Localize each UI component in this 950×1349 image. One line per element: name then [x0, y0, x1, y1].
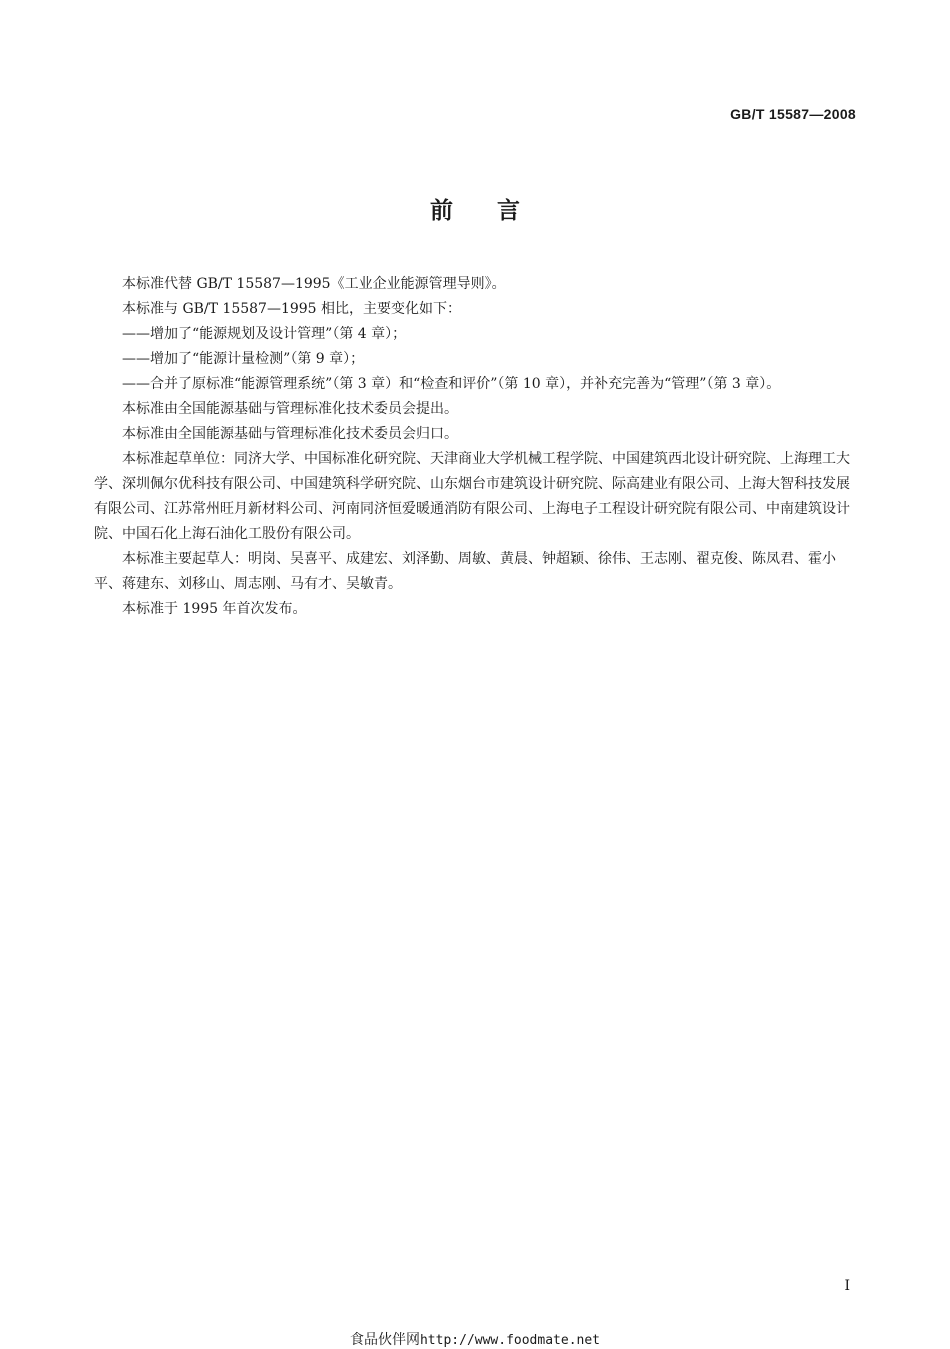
paragraph-proposed-by: 本标准由全国能源基础与管理标准化技术委员会提出。	[122, 401, 458, 417]
paragraph-first-published: 本标准于 1995 年首次发布。	[122, 601, 307, 617]
standard-number: GB/T 15587—2008	[730, 106, 856, 122]
paragraph-changes-intro: 本标准与 GB/T 15587—1995 相比，主要变化如下：	[122, 301, 462, 317]
paragraph-centralized-by: 本标准由全国能源基础与管理标准化技术委员会归口。	[122, 426, 458, 442]
page-number: I	[844, 1278, 850, 1294]
change-item: ——合并了原标准“能源管理系统”（第 3 章）和“检查和评价”（第 10 章），并补充完善为“管理”（第 3 章）。	[122, 376, 781, 392]
footer-url[interactable]: http://www.foodmate.net	[419, 1333, 600, 1348]
foreword-body	[94, 272, 856, 622]
page-title: 前言	[430, 198, 564, 224]
paragraph-drafting-units: 本标准起草单位：同济大学、中国标准化研究院、天津商业大学机械工程学院、中国建筑西北设计研究院、上海理工大学、深圳佩尔优科技有限公司、中国建筑科学研究院、山东烟台市建筑设计研究院、际高建业有限公司、上海大智科技发展有限公司、江苏常州旺月新材料公司、河南同济恒爱暖通消防有限公司、上海电子工程设计研究院有限公司、中南建筑设计院、中国石化上海石油化工股份有限公司。	[94, 451, 850, 542]
footer-site-name: 食品伙伴网	[349, 1332, 420, 1348]
paragraph-drafters: 本标准主要起草人：明岗、吴喜平、成建宏、刘泽勤、周敏、黄晨、钟超颖、徐伟、王志刚、翟克俊、陈凤君、霍小平、蒋建东、刘移山、周志刚、马有才、吴敏青。	[94, 551, 836, 592]
change-item: ——增加了“能源规划及设计管理”（第 4 章）；	[122, 326, 407, 342]
change-item: ——增加了“能源计量检测”（第 9 章）；	[122, 351, 365, 367]
paragraph-replaces: 本标准代替 GB/T 15587—1995《工业企业能源管理导则》。	[122, 276, 506, 292]
footer-watermark	[0, 1329, 950, 1349]
